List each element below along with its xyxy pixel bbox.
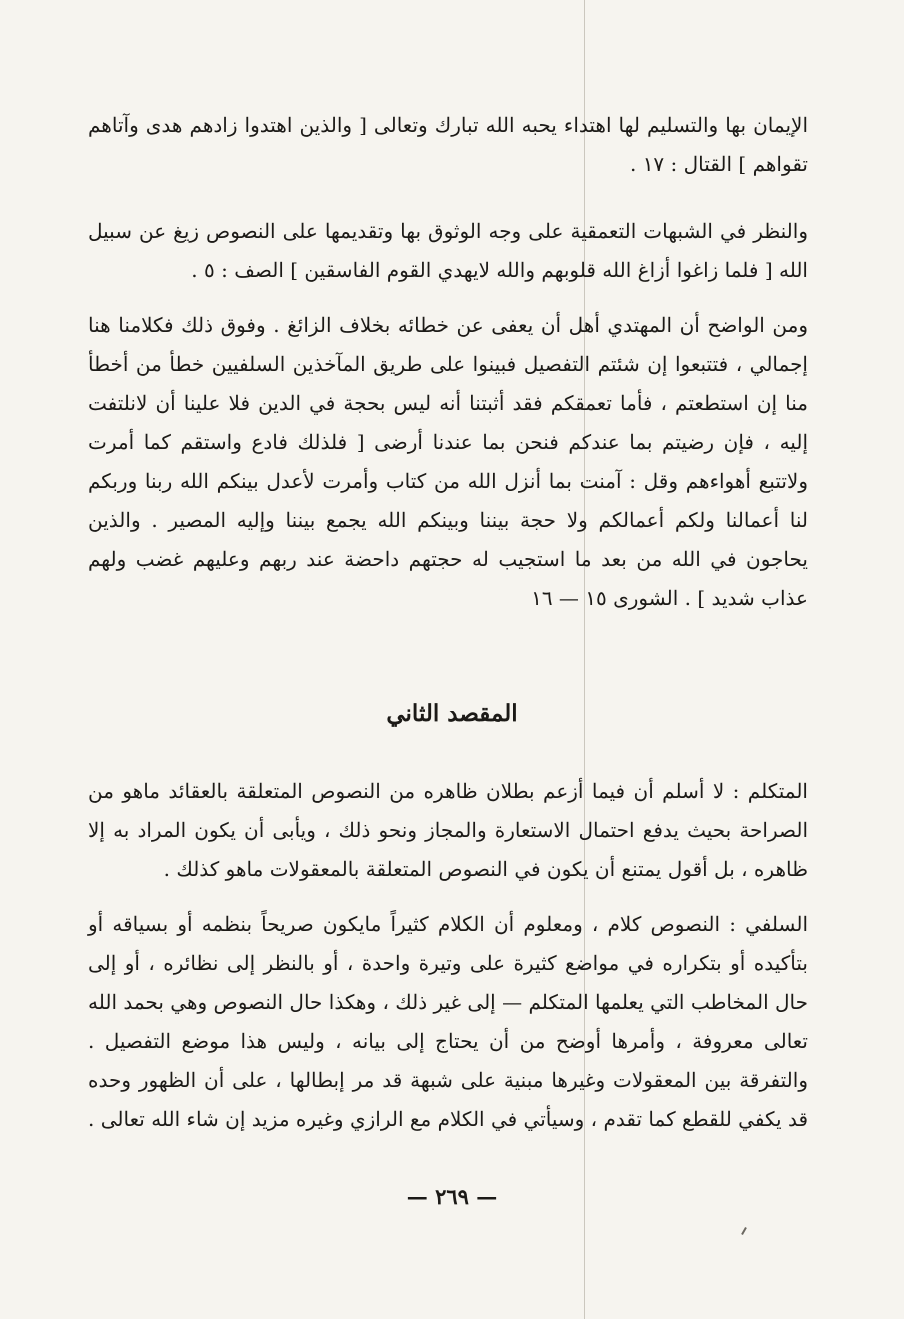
paragraph-4: المتكلم : لا أسلم أن فيما أزعم بطلان ظاهره من النصوص المتعلقة بالعقائد ماهو من الصراحة بحيث يدفع احتمال الاستعارة والمجاز ونحو ذلك ، ويأبى أن يكون المراد به إلا ظاهره ، بل أقول يمتنع أن يكون في النصوص المتعلقة بالمعقولات ماهو كذلك .: [88, 779, 808, 881]
section-heading: المقصد الثاني: [386, 700, 518, 727]
paragraph-2: والنظر في الشبهات التعمقية على وجه الوثوق بها وتقديمها على النصوص زيغ عن سبيل الله [ فلما زاغوا أزاغ الله قلوبهم والله لايهدي القوم الفاسقين ] الصف : ٥ .: [88, 219, 808, 282]
page-number: — ٢٦٩ —: [406, 1184, 498, 1209]
paragraph-5: السلفي : النصوص كلام ، ومعلوم أن الكلام كثيراً مايكون صريحاً بنظمه أو بسياقه أو بتأكيده أو بتكراره في مواضع كثيرة على وتيرة واحدة ، أو بالنظر إلى نظائره ، أو إلى حال المخاطب التي يعلمها المتكلم — إلى غير ذلك ، وهكذا حال النصوص وهي بحمد الله تعالى معروفة ، وأمرها أوضح من أن يحتاج إلى بيانه ، وليس هذا موضع التفصيل . والتفرقة بين المعقولات وغيرها مبنية على شبهة قد مر إبطالها ، على أن الظهور وحده قد يكفي للقطع كما تقدم ، وسيأتي في الكلام مع الرازي وغيره مزيد إن شاء الله تعالى .: [88, 912, 808, 1131]
paragraph-1: الإيمان بها والتسليم لها اهتداء يحبه الله تبارك وتعالى [ والذين اهتدوا زادهم هدى وآتاهم تقواهم ] القتال : ١٧ .: [88, 113, 808, 176]
paragraph-3: ومن الواضح أن المهتدي أهل أن يعفى عن خطائه بخلاف الزائغ . وفوق ذلك فكلامنا هنا إجمالي ، فتتبعوا إن شئتم التفصيل فبينوا على طريق المآخذين السلفيين خطأ من أخطأ منا إن استطعتم ، فأما تعمقكم فقد أثبتنا أنه ليس بحجة في الدين فلا علينا أن لانلتفت إليه ، فإن رضيتم بما عندكم فنحن بما عندنا أرضى [ فلذلك فادع واستقم كما أمرت ولاتتبع أهواءهم وقل : آمنت بما أنزل الله من كتاب وأمرت لأعدل بينكم الله ربنا وربكم لنا أعمالنا ولكم أعمالكم ولا حجة بيننا وبينكم الله يجمع بيننا وإليه المصير . والذين يحاجون في الله من بعد ما استجيب له حجتهم داحضة عند ربهم وعليهم غضب ولهم عذاب شديد ] . الشورى ١٥ — ١٦: [88, 313, 808, 610]
pen-mark: [741, 1227, 747, 1235]
